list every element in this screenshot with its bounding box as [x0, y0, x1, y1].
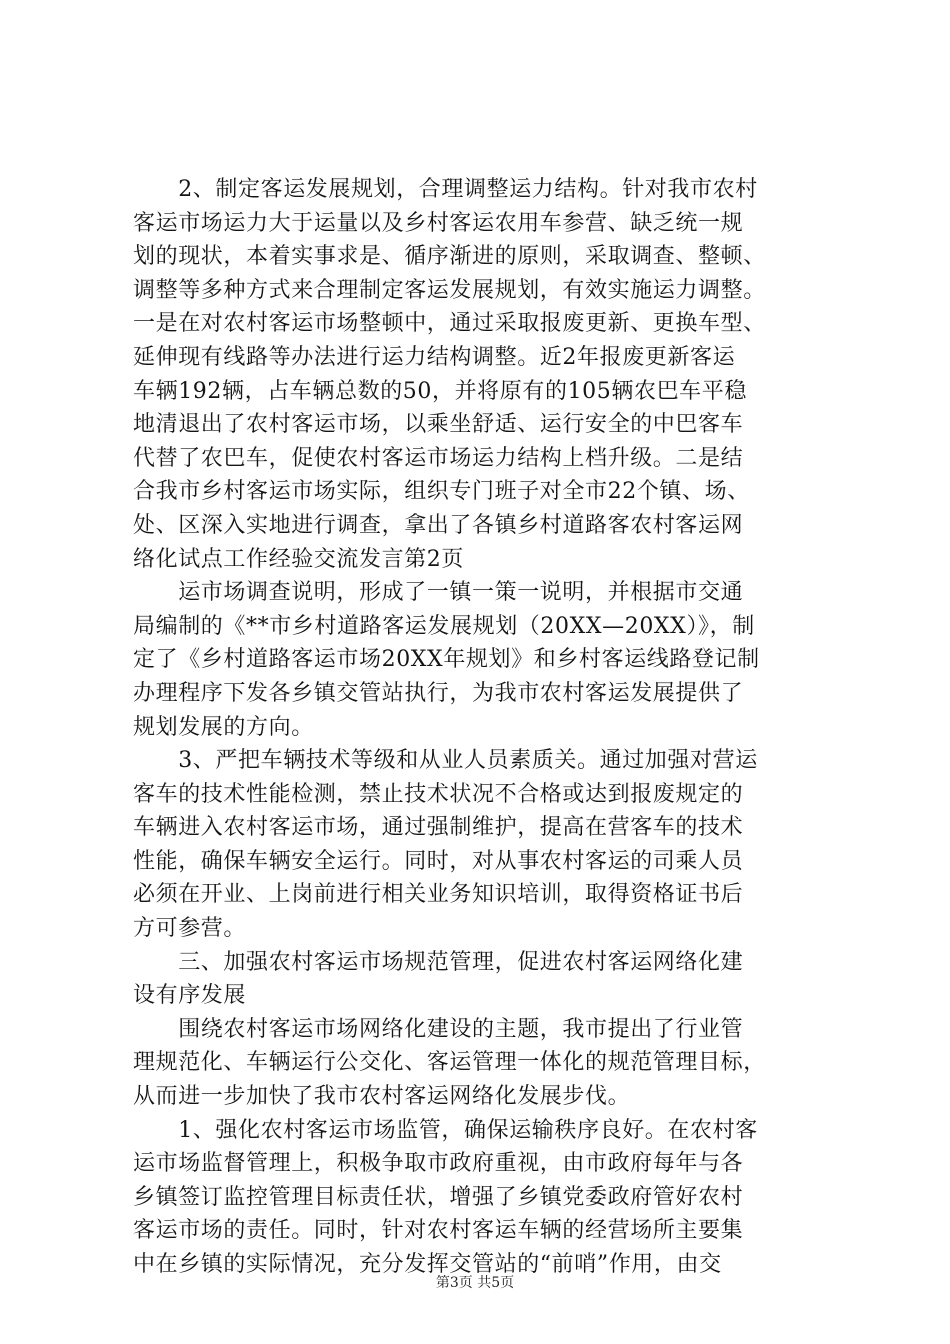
text-line: 设有序发展	[133, 983, 247, 1009]
text-line: 围绕农村客运市场网络化建设的主题，我市提出了行业管	[133, 1016, 744, 1042]
text-line: 客运市场运力大于运量以及乡村客运农用车参营、缺乏统一规	[133, 210, 744, 236]
text-line: 3、严把车辆技术等级和从业人员素质关。通过加强对营运	[133, 748, 758, 774]
text-line: 定了《乡村道路客运市场20XX年规划》和乡村客运线路登记制	[133, 647, 760, 673]
text-line: 运市场调查说明，形成了一镇一策一说明，并根据市交通	[133, 580, 744, 606]
text-line: 运市场监督管理上，积极争取市政府重视，由市政府每年与各	[133, 1151, 744, 1177]
text-line: 客车的技术性能检测，禁止技术状况不合格或达到报废规定的	[133, 781, 744, 807]
text-line: 三、加强农村客运市场规范管理，促进农村客运网络化建	[133, 949, 744, 975]
text-line: 处、区深入实地进行调查，拿出了各镇乡村道路客农村客运网	[133, 512, 744, 538]
document-body	[133, 173, 833, 1282]
text-line: 代替了农巴车，促使农村客运市场运力结构上档升级。二是结	[133, 445, 744, 471]
text-line: 局编制的《**市乡村道路客运发展规划（20XX—20XX）》，制	[133, 613, 755, 639]
text-line: 地清退出了农村客运市场，以乘坐舒适、运行安全的中巴客车	[133, 412, 744, 438]
text-line: 客运市场的责任。同时，针对农村客运车辆的经营场所主要集	[133, 1218, 744, 1244]
text-line: 划的现状，本着实事求是、循序渐进的原则，采取调查、整顿、	[133, 244, 766, 270]
text-line: 办理程序下发各乡镇交管站执行，为我市农村客运发展提供了	[133, 680, 744, 706]
text-line: 调整等多种方式来合理制定客运发展规划，有效实施运力调整。	[133, 277, 766, 303]
text-line: 中在乡镇的实际情况，充分发挥交管站的“前哨”作用，由交	[133, 1252, 722, 1277]
text-line: 必须在开业、上岗前进行相关业务知识培训，取得资格证书后	[133, 882, 744, 908]
text-line: 一是在对农村客运市场整顿中，通过采取报废更新、更换车型、	[133, 311, 766, 337]
text-line: 方可参营。	[133, 916, 247, 942]
text-line: 从而进一步加快了我市农村客运网络化发展步伐。	[133, 1084, 631, 1110]
text-line: 络化试点工作经验交流发言第2页	[133, 546, 464, 572]
page-number-footer: 第3页 共5页	[435, 1275, 515, 1291]
text-line: 车辆192辆，占车辆总数的50，并将原有的105辆农巴车平稳	[133, 378, 747, 404]
text-line: 合我市乡村客运市场实际，组织专门班子对全市22个镇、场、	[133, 479, 750, 505]
text-line: 乡镇签订监控管理目标责任状，增强了乡镇党委政府管好农村	[133, 1184, 744, 1210]
text-line: 规划发展的方向。	[133, 714, 314, 740]
text-line: 车辆进入农村客运市场，通过强制维护，提高在营客车的技术	[133, 815, 744, 841]
text-line: 延伸现有线路等办法进行运力结构调整。近2年报废更新客运	[133, 344, 736, 370]
text-line: 2、制定客运发展规划，合理调整运力结构。针对我市农村	[133, 177, 758, 202]
text-line: 性能，确保车辆安全运行。同时，对从事农村客运的司乘人员	[133, 848, 744, 874]
text-line: 1、强化农村客运市场监管，确保运输秩序良好。在农村客	[133, 1117, 758, 1143]
text-line: 理规范化、车辆运行公交化、客运管理一体化的规范管理目标，	[133, 1050, 766, 1076]
